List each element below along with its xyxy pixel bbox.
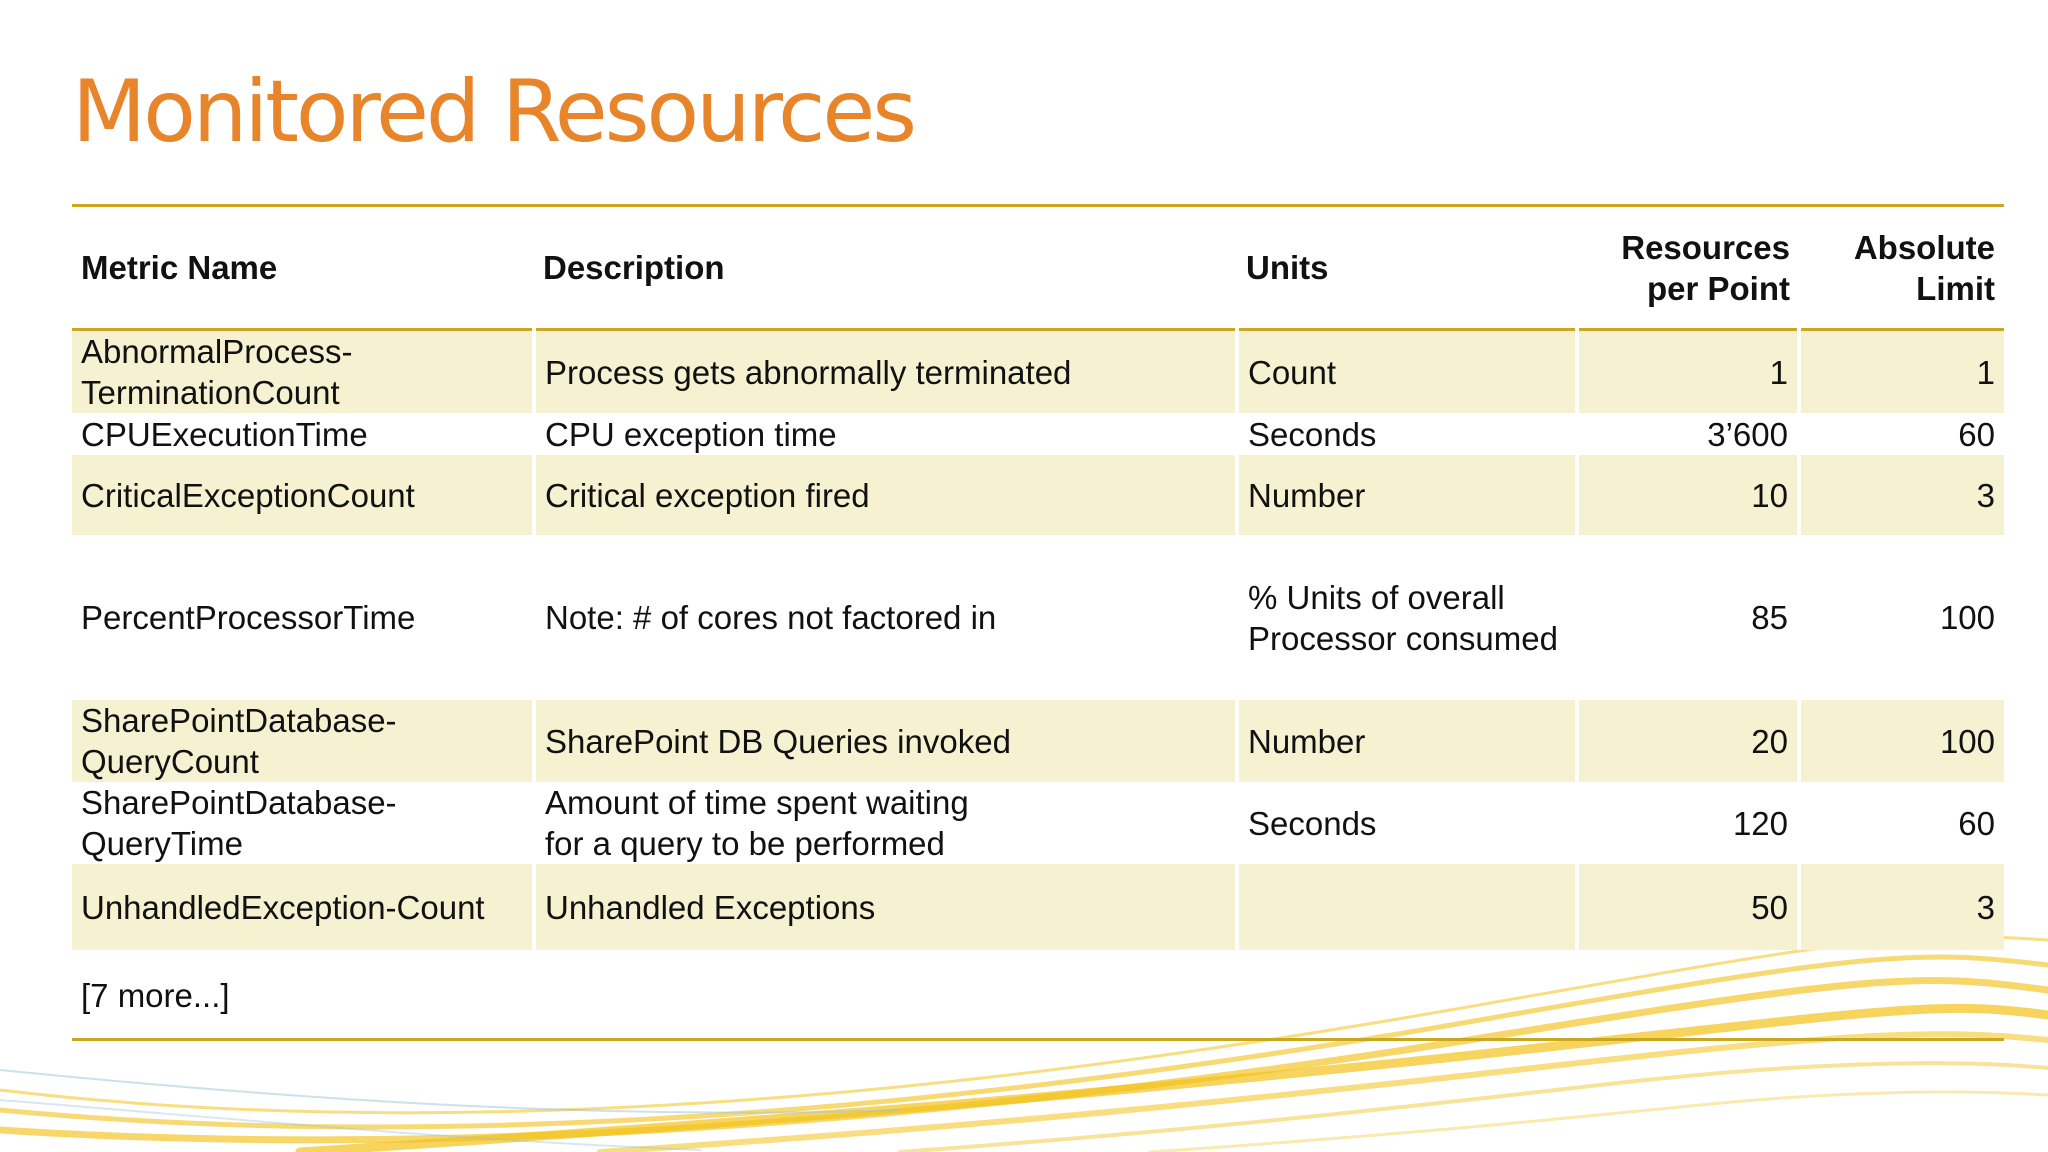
- units-cell: Number: [1237, 455, 1577, 535]
- metric-name-cell: CPUExecutionTime: [72, 413, 534, 455]
- resources-per-point-cell: 3’600: [1577, 413, 1799, 455]
- resources-table-container: [72, 204, 2004, 950]
- resources-per-point-cell: 50: [1577, 864, 1799, 950]
- more-items-row: [72, 960, 2004, 1041]
- description-line2: for a query to be performed: [545, 825, 945, 862]
- resources-per-point-cell: 10: [1577, 455, 1799, 535]
- header-description: Description: [543, 249, 725, 286]
- absolute-limit-cell: 3: [1799, 864, 2004, 950]
- table-row: [72, 864, 2004, 950]
- metric-name-line1: SharePointDatabase-: [81, 784, 397, 821]
- absolute-limit-cell: 1: [1799, 330, 2004, 414]
- more-items-text: [7 more...]: [81, 977, 230, 1014]
- metric-name-cell: CriticalExceptionCount: [72, 455, 534, 535]
- units-cell: [1237, 535, 1577, 700]
- table-row: [72, 330, 2004, 414]
- metric-name-line1: AbnormalProcess-: [81, 333, 353, 370]
- description-cell: Process gets abnormally terminated: [534, 330, 1237, 414]
- units-cell: Seconds: [1237, 413, 1577, 455]
- metric-name-line2: QueryCount: [81, 743, 259, 780]
- absolute-limit-cell: 3: [1799, 455, 2004, 535]
- metric-name-line2: QueryTime: [81, 825, 243, 862]
- resources-table: [72, 204, 2004, 950]
- header-resources-per-point-line2: per Point: [1646, 269, 1790, 307]
- resources-per-point-cell: 20: [1577, 700, 1799, 782]
- absolute-limit-cell: 60: [1958, 804, 1995, 842]
- resources-per-point-cell: 120: [1577, 782, 1799, 864]
- metric-name-cell: UnhandledException-Count: [72, 864, 534, 950]
- metric-name-cell: [72, 782, 534, 864]
- table-row: [72, 455, 2004, 535]
- metric-name-line1: SharePointDatabase-: [81, 702, 397, 739]
- units-cell: Count: [1237, 330, 1577, 414]
- description-cell: SharePoint DB Queries invoked: [534, 700, 1237, 782]
- description-line1: Amount of time spent waiting: [545, 784, 969, 821]
- table-row: [72, 700, 2004, 782]
- units-cell: Number: [1237, 700, 1577, 782]
- metric-name-cell: [72, 330, 534, 414]
- header-resources-per-point-line1: Resources: [1621, 228, 1790, 266]
- units-line2: Processor consumed: [1248, 619, 1558, 657]
- table-row: [72, 535, 2004, 700]
- header-absolute-limit-line1: Absolute: [1853, 228, 1995, 266]
- header-absolute-limit-line2: Limit: [1916, 269, 1995, 307]
- metric-name-cell: PercentProcessorTime: [72, 535, 534, 700]
- description-cell: Critical exception fired: [534, 455, 1237, 535]
- description-cell: CPU exception time: [534, 413, 1237, 455]
- resources-per-point-cell: 1: [1577, 330, 1799, 414]
- absolute-limit-cell: 60: [1958, 415, 1995, 453]
- header-units: Units: [1246, 249, 1329, 286]
- table-row: [72, 782, 2004, 864]
- header-metric-name: Metric Name: [81, 249, 278, 286]
- header-absolute-limit: [1799, 206, 2004, 330]
- table-header-row: [72, 206, 2004, 330]
- table-row: [72, 413, 2004, 455]
- absolute-limit-cell: 100: [1939, 599, 1995, 636]
- page-title: Monitored Resources: [72, 62, 915, 162]
- resources-per-point-cell: 85: [1577, 535, 1799, 700]
- absolute-limit-cell: 100: [1799, 700, 2004, 782]
- description-cell: Unhandled Exceptions: [534, 864, 1237, 950]
- header-resources-per-point: [1577, 206, 1799, 330]
- description-cell: Note: # of cores not factored in: [534, 535, 1237, 700]
- units-cell: [1237, 864, 1577, 950]
- units-cell: Seconds: [1237, 782, 1577, 864]
- description-cell: [534, 782, 1237, 864]
- metric-name-cell: [72, 700, 534, 782]
- metric-name-line2: TerminationCount: [81, 374, 340, 411]
- units-line1: % Units of overall: [1248, 578, 1505, 616]
